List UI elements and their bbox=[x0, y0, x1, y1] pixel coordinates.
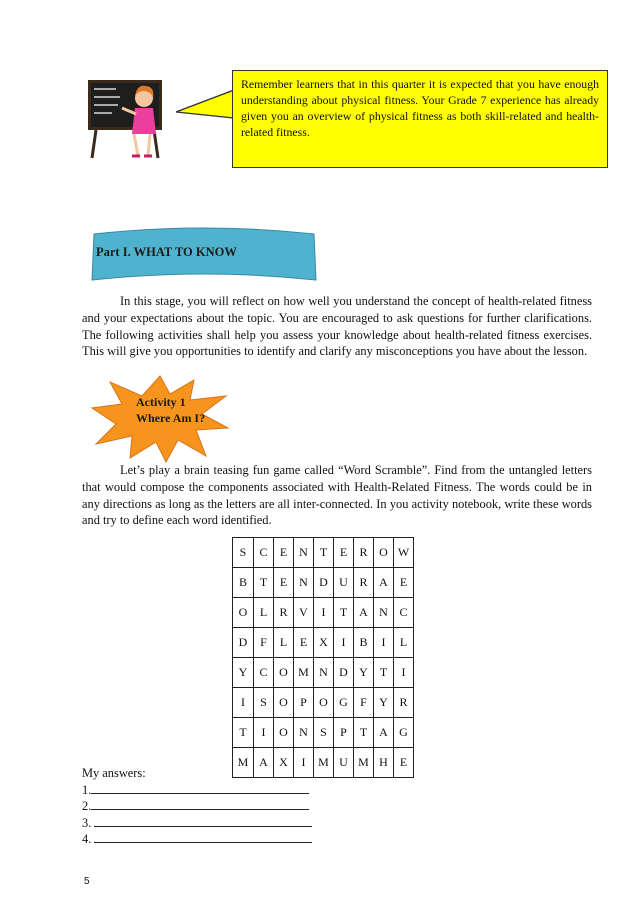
grid-row bbox=[233, 688, 414, 718]
grid-cell: T bbox=[354, 718, 374, 748]
grid-cell: I bbox=[334, 628, 354, 658]
grid-row bbox=[233, 538, 414, 568]
grid-cell: M bbox=[294, 658, 314, 688]
grid-cell: M bbox=[233, 748, 254, 778]
grid-cell: T bbox=[334, 598, 354, 628]
grid-cell: T bbox=[374, 658, 394, 688]
grid-cell: X bbox=[314, 628, 334, 658]
grid-cell: S bbox=[233, 538, 254, 568]
answer-line-2[interactable] bbox=[82, 798, 312, 815]
grid-cell: D bbox=[233, 628, 254, 658]
section-banner bbox=[86, 222, 322, 288]
grid-cell: O bbox=[274, 658, 294, 688]
grid-cell: N bbox=[314, 658, 334, 688]
grid-cell: N bbox=[374, 598, 394, 628]
grid-cell: C bbox=[254, 658, 274, 688]
grid-cell: X bbox=[274, 748, 294, 778]
grid-cell: E bbox=[394, 748, 414, 778]
grid-row bbox=[233, 658, 414, 688]
activity-subtitle: Where Am I? bbox=[136, 411, 206, 425]
grid-cell: R bbox=[274, 598, 294, 628]
grid-cell: F bbox=[254, 628, 274, 658]
grid-cell: W bbox=[394, 538, 414, 568]
grid-cell: R bbox=[354, 568, 374, 598]
grid-cell: D bbox=[314, 568, 334, 598]
grid-cell: T bbox=[233, 718, 254, 748]
answer-number: 4. bbox=[82, 832, 95, 847]
grid-cell: B bbox=[233, 568, 254, 598]
grid-cell: L bbox=[394, 628, 414, 658]
grid-cell: C bbox=[254, 538, 274, 568]
grid-cell: Y bbox=[233, 658, 254, 688]
grid-cell: C bbox=[394, 598, 414, 628]
grid-cell: U bbox=[334, 568, 354, 598]
grid-row bbox=[233, 718, 414, 748]
grid-row bbox=[233, 568, 414, 598]
grid-cell: S bbox=[254, 688, 274, 718]
page-number: 5 bbox=[84, 876, 90, 887]
grid-cell: L bbox=[254, 598, 274, 628]
grid-cell: O bbox=[233, 598, 254, 628]
grid-cell: E bbox=[394, 568, 414, 598]
grid-cell: U bbox=[334, 748, 354, 778]
answer-number: 1. bbox=[82, 782, 92, 797]
grid-cell: P bbox=[334, 718, 354, 748]
grid-cell: H bbox=[374, 748, 394, 778]
callout-box bbox=[232, 70, 608, 168]
answer-line-1[interactable] bbox=[82, 782, 312, 799]
callout-tail bbox=[176, 86, 236, 126]
grid-cell: Y bbox=[374, 688, 394, 718]
answer-number: 2. bbox=[82, 799, 92, 814]
grid-cell: I bbox=[254, 718, 274, 748]
grid-cell: I bbox=[394, 658, 414, 688]
grid-row bbox=[233, 598, 414, 628]
grid-cell: D bbox=[334, 658, 354, 688]
section-title: Part I. WHAT TO KNOW bbox=[96, 245, 237, 259]
grid-cell: O bbox=[274, 718, 294, 748]
answers-heading: My answers: bbox=[82, 766, 146, 780]
grid-cell: B bbox=[354, 628, 374, 658]
grid-cell: O bbox=[374, 538, 394, 568]
grid-cell: A bbox=[354, 598, 374, 628]
grid-cell: N bbox=[294, 568, 314, 598]
grid-cell: A bbox=[374, 568, 394, 598]
grid-cell: A bbox=[374, 718, 394, 748]
grid-cell: F bbox=[354, 688, 374, 718]
activity-title: Activity 1 bbox=[136, 395, 186, 409]
callout-text: Remember learners that in this quarter it is expected that you have enough understanding about physical fitness. Your Grade 7 experience has already given you an overview of physical fitness as both skill-related and health-related fitness. bbox=[241, 77, 599, 139]
grid-cell: E bbox=[274, 538, 294, 568]
answer-line-4[interactable] bbox=[82, 831, 312, 848]
activity-instructions: Let’s play a brain teasing fun game called “Word Scramble”. Find from the untangled letters that would compose the components associated with Health-Related Fitness. The words could be in any directions as long as the letters are all inter-connected. In you activity notebook, write these words and try to define each word identified. bbox=[82, 463, 592, 528]
answer-number: 3. bbox=[82, 815, 95, 830]
grid-cell: T bbox=[254, 568, 274, 598]
grid-cell: M bbox=[314, 748, 334, 778]
teacher-illustration bbox=[82, 72, 172, 164]
grid-cell: E bbox=[334, 538, 354, 568]
grid-cell: G bbox=[394, 718, 414, 748]
answers-section bbox=[82, 765, 312, 848]
grid-cell: P bbox=[294, 688, 314, 718]
grid-cell: I bbox=[314, 598, 334, 628]
grid-cell: S bbox=[314, 718, 334, 748]
grid-cell: I bbox=[374, 628, 394, 658]
grid-cell: I bbox=[294, 748, 314, 778]
grid-cell: O bbox=[314, 688, 334, 718]
grid-cell: I bbox=[233, 688, 254, 718]
grid-cell: G bbox=[334, 688, 354, 718]
grid-cell: R bbox=[354, 538, 374, 568]
grid-cell: E bbox=[274, 568, 294, 598]
grid-cell: N bbox=[294, 538, 314, 568]
grid-cell: E bbox=[294, 628, 314, 658]
grid-cell: L bbox=[274, 628, 294, 658]
grid-cell: O bbox=[274, 688, 294, 718]
word-search-grid bbox=[232, 537, 414, 778]
grid-cell: A bbox=[254, 748, 274, 778]
grid-cell: N bbox=[294, 718, 314, 748]
answer-line-3[interactable] bbox=[82, 815, 312, 832]
grid-cell: Y bbox=[354, 658, 374, 688]
activity-burst bbox=[90, 374, 230, 464]
grid-cell: M bbox=[354, 748, 374, 778]
grid-cell: V bbox=[294, 598, 314, 628]
intro-paragraph: In this stage, you will reflect on how well you understand the concept of health-related fitness and your expectations about the topic. You are encouraged to ask questions for further clarifications. The following activities shall help you assess your knowledge about health-related fitness exercises. This will give you opportunities to identify and clarify any misconceptions you have about the lesson. bbox=[82, 294, 592, 359]
grid-cell: R bbox=[394, 688, 414, 718]
grid-cell: T bbox=[314, 538, 334, 568]
grid-row bbox=[233, 628, 414, 658]
